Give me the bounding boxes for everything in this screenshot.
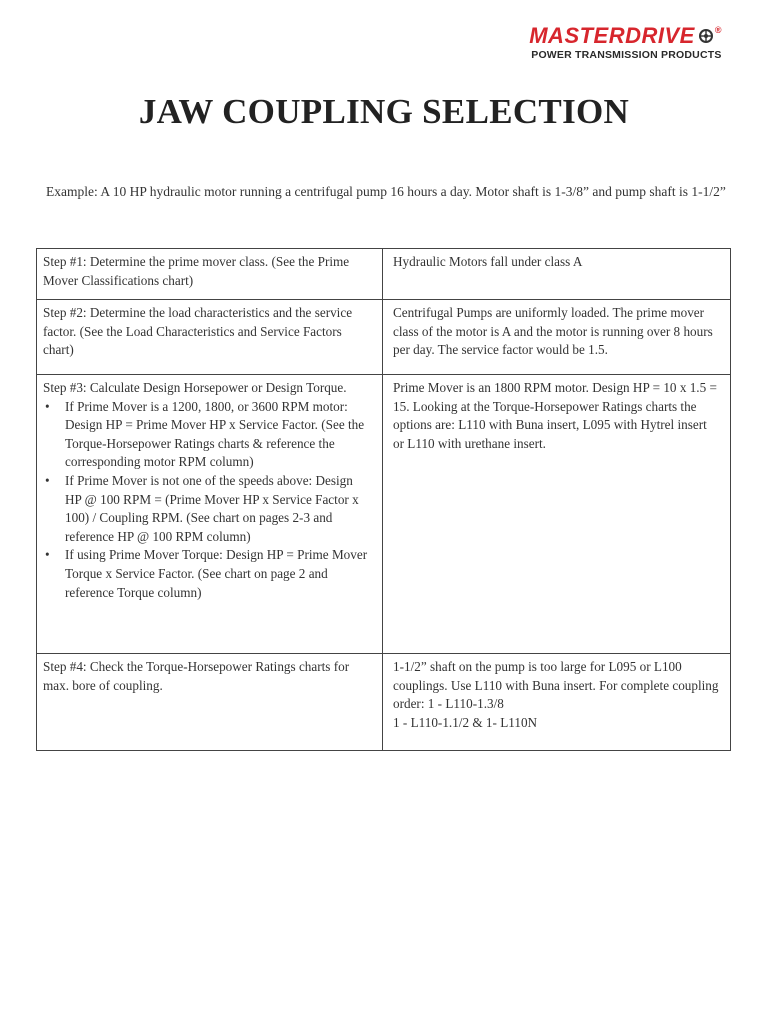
list-item: • If Prime Mover is not one of the speeds above: Design HP @ 100 RPM = (Prime Mover HP x Service Factor x 100) / Coupling RPM. (See chart on pages 2-3 and reference HP @ 100 RPM column) (65, 472, 372, 546)
table-row (37, 249, 731, 300)
step-2-instruction: Step #2: Determine the load characteristics and the service factor. (See the Load Characteristics and Service Factors chart) (37, 300, 383, 375)
table-row (37, 375, 731, 654)
step-2-answer: Centrifugal Pumps are uniformly loaded. The prime mover class of the motor is A and the motor is running over 8 hours per day. The service factor would be 1.5. (383, 300, 731, 375)
step-3-instruction: Step #3: Calculate Design Horsepower or Design Torque. (43, 380, 347, 395)
step-3-bullet-list (43, 398, 372, 603)
table-row (37, 300, 731, 375)
step-4-instruction: Step #4: Check the Torque-Horsepower Ratings charts for max. bore of coupling. (37, 654, 383, 751)
registered-mark: ® (714, 25, 722, 35)
selection-steps-table (36, 248, 731, 751)
step-1-instruction: Step #1: Determine the prime mover class. (See the Prime Mover Classifications chart) (37, 249, 383, 300)
step-4-answer (383, 654, 731, 751)
masterdrive-logo (529, 24, 722, 61)
step-3-instruction-cell (37, 375, 383, 654)
step-1-answer: Hydraulic Motors fall under class A (383, 249, 731, 300)
table-row (37, 654, 731, 751)
logo-tagline: POWER TRANSMISSION PRODUCTS (531, 49, 722, 61)
gear-wheel-icon (698, 28, 714, 44)
step-4-answer-line: 1-1/2” shaft on the pump is too large for L095 or L100 couplings. Use L110 with Buna insert. For complete coupling order: 1 - L110-1.3/8 (393, 659, 719, 712)
example-text: Example: A 10 HP hydraulic motor running a centrifugal pump 16 hours a day. Motor shaft is 1-3/8” and pump shaft is 1-1/2” (46, 184, 726, 199)
logo-brand (529, 24, 722, 48)
step-4-answer-line: 1 - L110-1.1/2 & 1- L110N (393, 714, 538, 730)
step-3-answer: Prime Mover is an 1800 RPM motor. Design HP = 10 x 1.5 = 15. Looking at the Torque-Horsepower Ratings charts the options are: L110 with Buna insert, L095 with Hytrel insert or L110 with urethane insert. (383, 375, 731, 654)
list-item: • If using Prime Mover Torque: Design HP = Prime Mover Torque x Service Factor. (See chart on page 2 and reference Torque column) (65, 546, 372, 602)
list-item: • If Prime Mover is a 1200, 1800, or 3600 RPM motor: Design HP = Prime Mover HP x Service Factor. (See the Torque-Horsepower Ratings charts & reference the corresponding motor RPM column) (65, 398, 372, 472)
page-title: JAW COUPLING SELECTION (138, 92, 630, 131)
logo-brand-text: MASTERDRIVE (529, 23, 695, 48)
